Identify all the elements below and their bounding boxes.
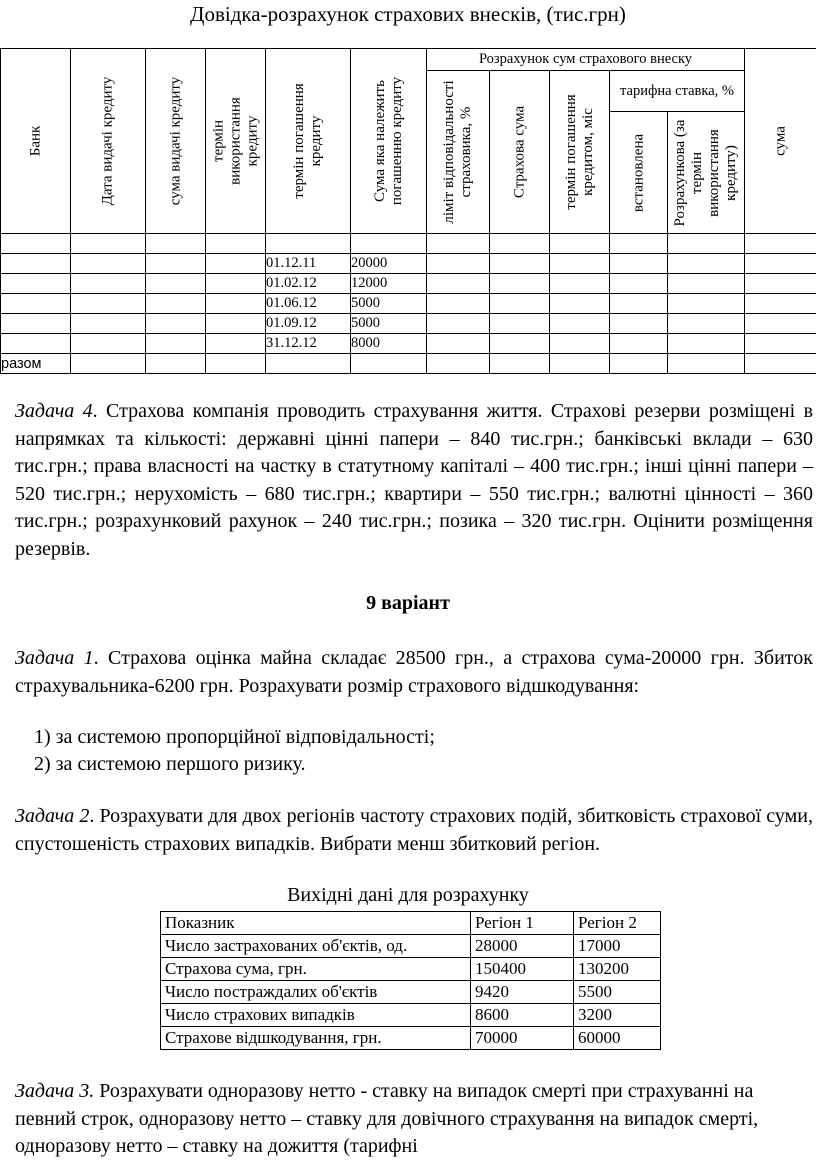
header-established: встановлена — [610, 112, 668, 234]
table-header-row: Показник Регіон 1 Регіон 2 — [161, 912, 661, 935]
table-row: Число страхових випадків 8600 3200 — [161, 1004, 661, 1027]
header-repay-months: термін погашення кредитом, міс — [550, 71, 610, 234]
table-row: 01.09.12 5000 — [1, 314, 816, 334]
task2-paragraph — [15, 803, 813, 858]
table-row: Число застрахованих об'єктів, од. 28000 17000 — [161, 935, 661, 958]
task2-text: . Розрахувати для двох регіонів частоту страхових подій, збитковість страхової суми, спустошеність страхових випадків. Вибрати менш збитковий регіон. — [15, 805, 814, 855]
task3-label: Задача 3. — [15, 1080, 95, 1102]
header-issue-date: Дата видачі кредиту — [71, 49, 146, 234]
table-row — [1, 234, 816, 254]
table-row: 01.12.11 20000 — [1, 254, 816, 274]
table-row: 01.02.12 12000 — [1, 274, 816, 294]
table-row: 01.06.12 5000 — [1, 294, 816, 314]
table-row: Страхова сума, грн. 150400 130200 — [161, 958, 661, 981]
task3-paragraph — [15, 1078, 813, 1161]
header-term-repay: термін погашення кредиту — [266, 49, 351, 234]
table-row: 31.12.12 8000 — [1, 334, 816, 354]
task4-text: . Страхова компанія проводить страхування життя. Страхові резерви розміщені в напрямках та кількості: державні цінні папери – 840 тис.грн.; банківські вклади – 630 тис.грн.; права власності на частку в статутному капіталі – 400 тис.грн.; інші цінні папери – 520 тис.грн.; нерухомість – 680 тис.грн.; квартири – 550 тис.грн.; валютні цінності – 360 тис.грн.; розрахунковий рахунок – 240 тис.грн.; позика – 320 тис.грн. Оцінити розміщення резервів. — [15, 400, 814, 560]
premium-calculation-table — [0, 48, 816, 374]
page-title: Довідка-розрахунок страхових внесків, (тис.грн) — [190, 2, 626, 26]
header-limit: ліміт відповідальності страховика, % — [427, 71, 490, 234]
table2-caption: Вихідні дані для розрахунку — [287, 884, 529, 906]
task1-label: Задача 1 — [15, 647, 94, 669]
task1-text: . Страхова оцінка майна складає 28500 грн., а страхова сума-20000 грн. Збиток страхувальника-6200 грн. Розрахувати розмір страхового відшкодування: — [15, 647, 813, 697]
task2-label: Задача 2 — [15, 805, 90, 827]
task4-label: Задача 4 — [15, 400, 93, 422]
table-row: Число постраждалих об'єктів 9420 5500 — [161, 981, 661, 1004]
task1-item-2: 2) за системою першого ризику. — [34, 753, 306, 775]
task3-text: Розрахувати одноразову нетто - ставку на випадок смерті при страхуванні на певний строк, одноразову нетто – ставку для довічного страхування на випадок смерті, одноразову нетто – ставку на дожиття (тарифні — [15, 1080, 759, 1157]
total-label: разом — [1, 354, 71, 374]
header-ins-sum: Страхова сума — [490, 71, 550, 234]
header-calculated: Розрахункова (за термін використання кредиту) — [668, 112, 745, 234]
header-bank: Банк — [1, 49, 71, 234]
header-issue-sum: сума видачі кредиту — [146, 49, 206, 234]
header-sum: сума — [745, 49, 816, 234]
regions-data-table — [160, 911, 661, 1050]
variant-heading: 9 варіант — [366, 592, 450, 614]
header-term-use: термін використання кредиту — [206, 49, 266, 234]
task1-item-1: 1) за системою пропорційної відповідальності; — [34, 726, 435, 748]
task1-paragraph — [15, 645, 813, 700]
total-row — [1, 354, 816, 374]
header-repay-sum: Сума яка належить погашенню кредиту — [351, 49, 427, 234]
header-tariff-group: тарифна ставка, % — [610, 71, 745, 112]
task4-paragraph — [15, 398, 813, 563]
header-calc-group: Розрахунок сум страхового внеску — [427, 49, 745, 71]
table-row: Страхове відшкодування, грн. 70000 60000 — [161, 1027, 661, 1050]
